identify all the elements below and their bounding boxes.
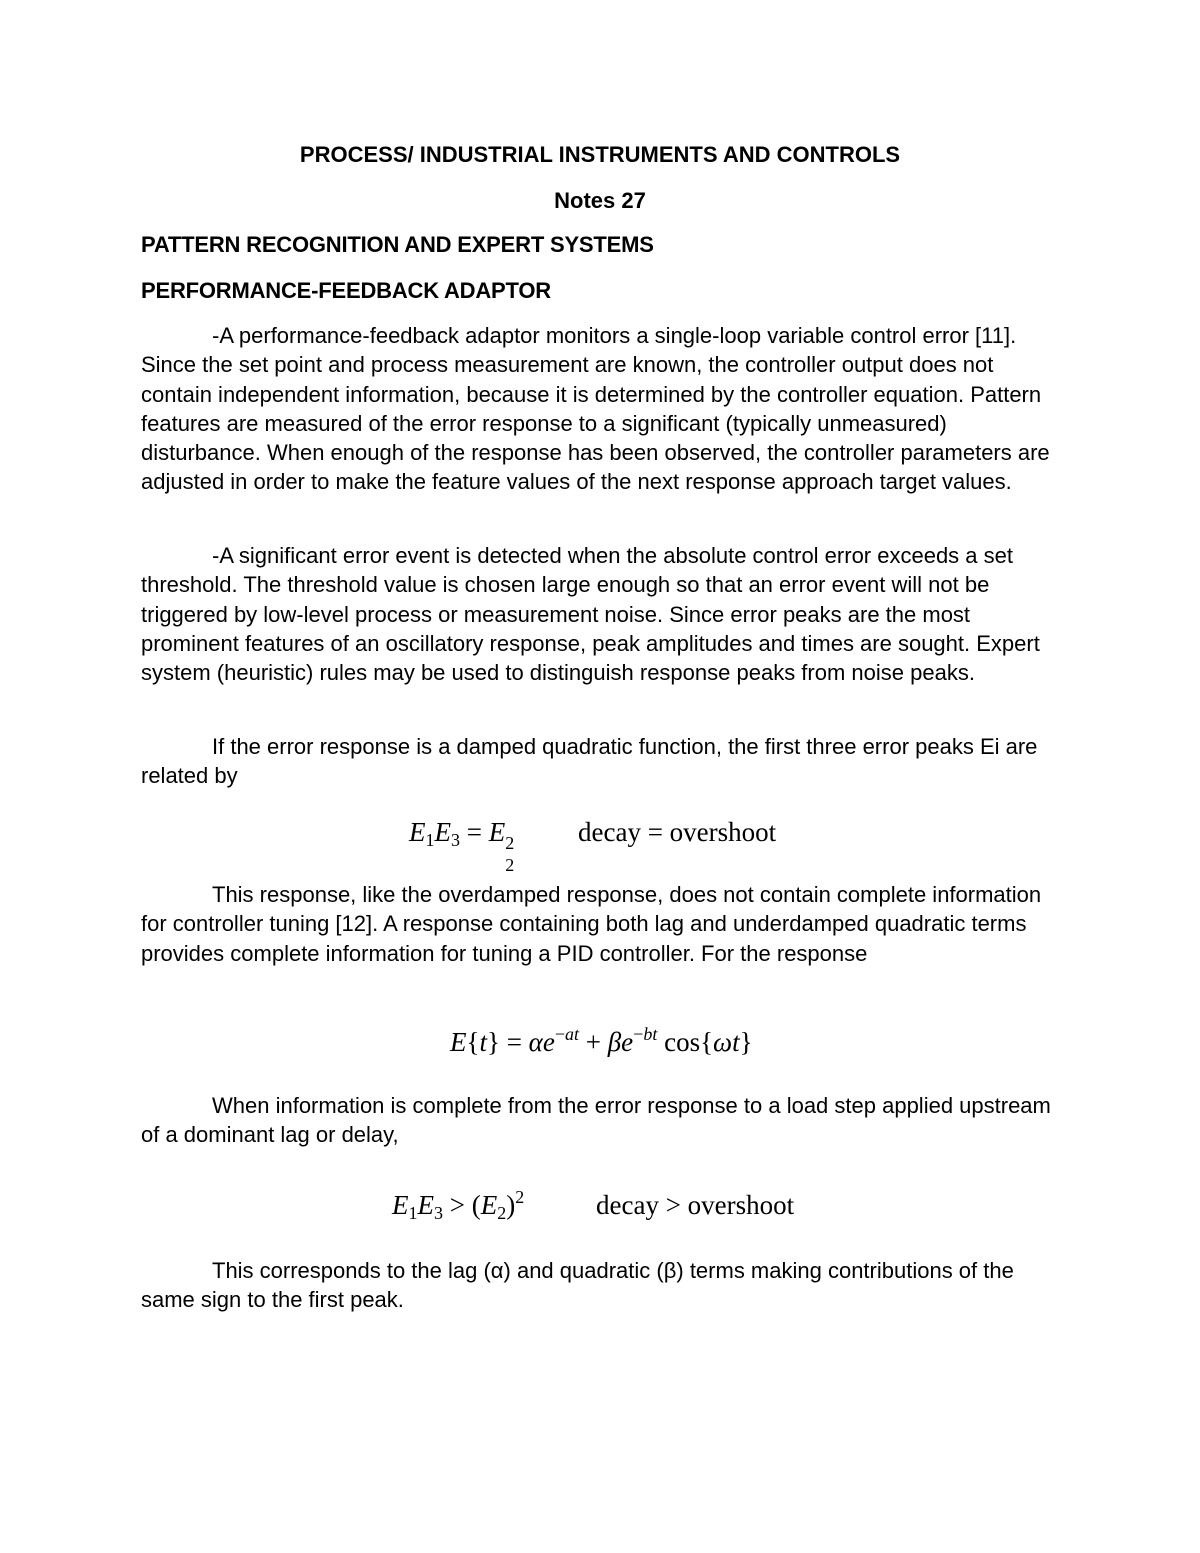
paragraph-2: -A significant error event is detected when the absolute control error exceeds a set threshold. The threshold value is chosen large enough so that an error event will not be triggered by low-level process or measurement noise. Since error peaks are the most prominent features of an oscillatory response, peak amplitudes and times are sought. Expert system (heuristic) rules may be used to distinguish response peaks from noise peaks. <box>141 543 1040 686</box>
paragraph-1: -A performance-feedback adaptor monitors a single-loop variable control error [11]. Since the set point and process measurement are known, the controller output does not contain independent information, because it is determined by the controller equation. Pattern features are measured of the error response to a significant (typically unmeasured) disturbance. When enough of the response has been observed, the controller parameters are adjusted in order to make the feature values of the next response approach target values. <box>141 323 1050 495</box>
document-title: PROCESS/ INDUSTRIAL INSTRUMENTS AND CONTROLS <box>299 142 901 167</box>
paragraph-4: This response, like the overdamped response, does not contain complete information for controller tuning [12]. A response containing both lag and underdamped quadratic terms provides complete information for tuning a PID controller. For the response <box>141 882 1042 966</box>
equation-complete-information-rhs: decay > overshoot <box>596 1190 795 1220</box>
subsection-heading: PERFORMANCE-FEEDBACK ADAPTOR <box>141 278 551 303</box>
section-heading: PATTERN RECOGNITION AND EXPERT SYSTEMS <box>141 232 654 257</box>
paragraph-5: When information is complete from the error response to a load step applied upstream of a dominant lag or delay, <box>141 1093 1051 1148</box>
equation-peak-relation-lhs: $E_1E_3 = E$ 2 2 <box>409 817 515 875</box>
equation-complete-information-lhs: $E_1E_3 > (E_2)^2$ <box>392 1187 525 1223</box>
equation-peak-relation-rhs: decay = overshoot <box>578 817 777 847</box>
paragraph-3: If the error response is a damped quadratic function, the first three error peaks Ei are related by <box>141 734 1038 789</box>
document-subtitle: Notes 27 <box>554 188 646 213</box>
document-page: PROCESS/ INDUSTRIAL INSTRUMENTS AND CONTROLS Notes 27 PATTERN RECOGNITION AND EXPERT SYSTEMS PERFORMANCE-FEEDBACK ADAPTOR -A performance-feedback adaptor monitors a single-loop variable control error [11]. Since the set point and process measurement are known, the controller output does not contain independent information, because it is determined by the controller equation. Pattern features are measured of the error response to a significant (typically unmeasured) disturbance. When enough of the response has been observed, the controller parameters are adjusted in order to make the feature values of the next response approach target values. -A significant error event is detected when the absolute control error exceeds a set threshold. The threshold value is chosen large enough so that an error event will not be triggered by low-level process or measurement noise. Since error peaks are the most prominent features of an oscillatory response, peak amplitudes and times are sought. Expert system (heuristic) rules may be used to distinguish response peaks from noise peaks. If the error response is a damped quadratic function, the first three error peaks Ei are related by $E_1E_3 = E$ 2 2 decay = overshoot This response, like the overdamped response, does not contain complete information for controller tuning [12]. A response containing both lag and underdamped quadratic terms provides complete information for tuning a PID controller. For the response $E\{t\} = \alpha e^{-at} + \beta e^{-bt}$ cos{ωt} When information is complete from the error response to a load step applied upstream of a dominant lag or delay, $E_1E_3 > (E_2)^2$ decay > overshoot This corresponds to the lag (α) and quadratic (β) terms making contributions of the same sign to the first peak. <box>0 0 1200 1553</box>
paragraph-6: This corresponds to the lag (α) and quadratic (β) terms making contributions of the same sign to the first peak. <box>141 1258 1014 1313</box>
